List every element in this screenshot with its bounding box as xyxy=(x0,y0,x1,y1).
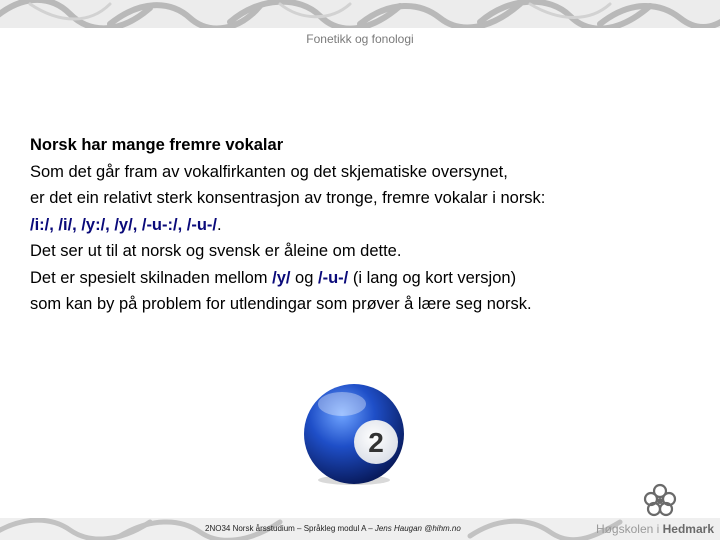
footer-course: 2NO34 Norsk årsstudium – Språkleg modul A – xyxy=(205,524,375,533)
vowel-list: /i:/, /i/, /y:/, /y/, /-u-:/, /-u-/ xyxy=(30,215,217,234)
vowel-list-end: . xyxy=(217,215,222,234)
vowel-u: /-u-/ xyxy=(318,268,349,287)
slide-heading: Norsk har mange fremre vokalar xyxy=(30,136,284,154)
college-logo-text xyxy=(596,522,714,536)
logo-text-bold: Hedmark xyxy=(662,522,714,536)
vowel-y: /y/ xyxy=(272,268,291,287)
body-line-5-og: og xyxy=(290,268,318,287)
college-logo-emblem-icon xyxy=(642,482,678,518)
body-line-1: Som det går fram av vokalfirkanten og det skjematiske oversynet, xyxy=(30,162,508,181)
billiard-ball-icon xyxy=(300,380,408,488)
body-line-5-start: Det er spesielt skilnaden mellom xyxy=(30,268,273,287)
logo-text-light: Høgskolen i xyxy=(595,522,663,536)
body-line-3 xyxy=(30,212,700,239)
header-decorative-pattern xyxy=(0,0,720,28)
body-line-5 xyxy=(30,265,700,292)
body-line-2: er det ein relativt sterk konsentrasjon av tronge, fremre vokalar i norsk: xyxy=(30,189,546,207)
slide-header-title: Fonetikk og fonologi xyxy=(306,32,414,46)
footer-course-info xyxy=(205,524,461,533)
ball-number: 2 xyxy=(368,427,384,458)
footer-author: Jens Haugan @hihm.no xyxy=(374,524,461,533)
slide-body xyxy=(30,132,700,318)
body-line-4: Det ser ut til at norsk og svensk er åleine om dette. xyxy=(30,242,402,260)
body-line-6: som kan by på problem for utlendingar som prøver å lære seg norsk. xyxy=(30,295,532,313)
body-line-5-end: (i lang og kort versjon) xyxy=(348,268,517,287)
